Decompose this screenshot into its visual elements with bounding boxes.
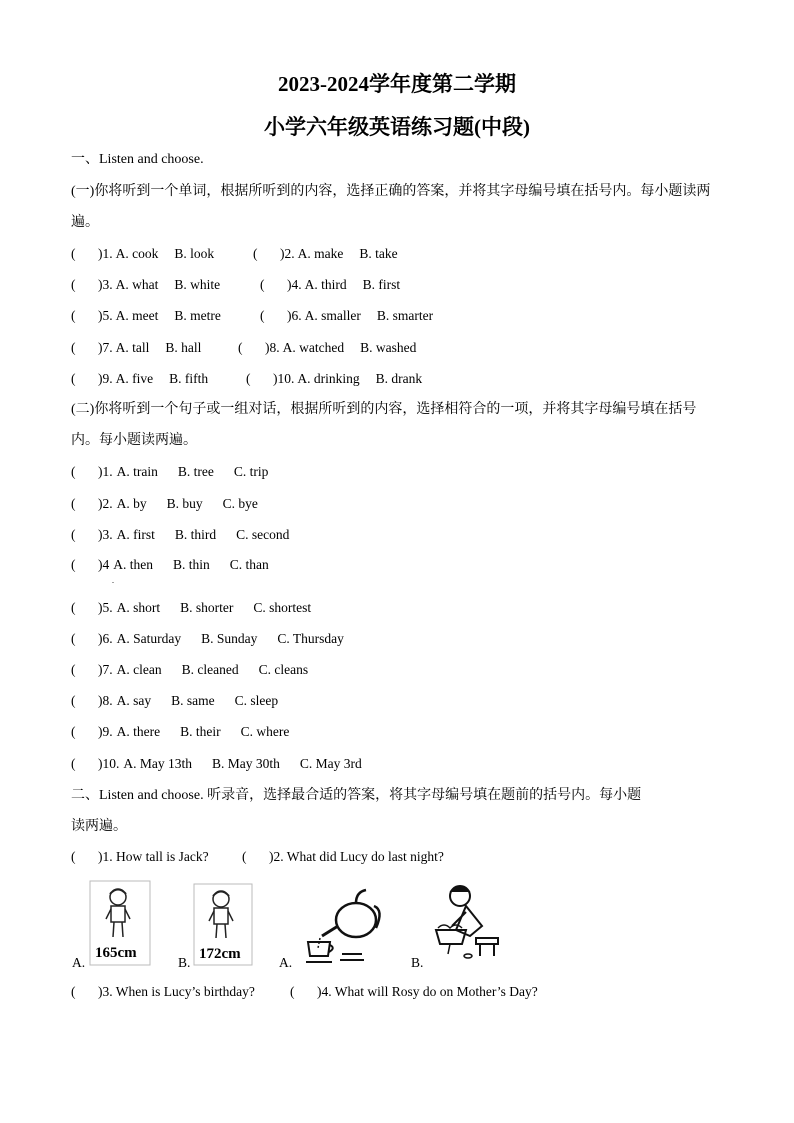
answer-option: B. their xyxy=(180,724,221,739)
answer-option: B. buy xyxy=(166,496,203,511)
answer-blank[interactable]: ( xyxy=(71,277,76,292)
stray-mark: . xyxy=(112,576,114,585)
answer-option: C. than xyxy=(229,557,269,572)
answer-blank[interactable]: ( xyxy=(71,631,76,646)
teapot-illustration xyxy=(300,884,385,966)
answer-option: C. shortest xyxy=(253,600,312,615)
sub2-question xyxy=(71,463,268,481)
answer-option: A. tall xyxy=(115,340,150,355)
question-number: )1. xyxy=(98,246,113,261)
answer-blank[interactable]: ( xyxy=(260,308,265,323)
sub2-question xyxy=(71,723,289,741)
question-number: )10. xyxy=(273,371,295,386)
question-number: )8. xyxy=(98,693,113,708)
answer-option: A. May 13th xyxy=(123,756,192,771)
sub1-question xyxy=(71,370,208,388)
answer-option: A. watched xyxy=(282,340,345,355)
answer-option: B. washed xyxy=(360,340,417,355)
answer-blank[interactable]: ( xyxy=(242,849,247,864)
answer-option: A. say xyxy=(116,693,152,708)
answer-option: C. cleans xyxy=(258,662,309,677)
question-number: )6. xyxy=(287,308,302,323)
answer-blank[interactable]: ( xyxy=(71,600,76,615)
sub1-question xyxy=(238,339,416,357)
option-label: B. xyxy=(411,955,424,970)
answer-option: A. by xyxy=(116,496,147,511)
part1-sub1-instruction-cont: 遍。 xyxy=(71,215,99,230)
question-number: )1. xyxy=(98,464,113,479)
question-number: )3. xyxy=(98,527,113,542)
answer-blank[interactable]: ( xyxy=(71,849,76,864)
sub2-question xyxy=(71,755,362,773)
question-number: )5. xyxy=(98,600,113,615)
answer-blank[interactable]: ( xyxy=(253,246,258,261)
answer-blank[interactable]: ( xyxy=(71,724,76,739)
answer-option: C. sleep xyxy=(234,693,279,708)
part2-question-1 xyxy=(71,848,209,866)
answer-option: B. take xyxy=(359,246,398,261)
sub2-question xyxy=(71,556,269,574)
question-number: )9. xyxy=(98,724,113,739)
question-text: )2. What did Lucy do last night? xyxy=(269,849,444,864)
part1-sub2-instruction-cont: 内。每小题读两遍。 xyxy=(71,433,197,448)
answer-option: A. five xyxy=(115,371,154,386)
sub2-question xyxy=(71,599,311,617)
part1-heading: 一、Listen and choose. xyxy=(71,152,204,167)
answer-option: A. then xyxy=(113,557,153,572)
part2-question-2 xyxy=(242,848,444,866)
answer-blank[interactable]: ( xyxy=(71,557,76,572)
answer-option: A. short xyxy=(116,600,161,615)
sub1-question xyxy=(246,370,422,388)
question-number: )7. xyxy=(98,340,113,355)
sub2-question xyxy=(71,495,258,513)
sub2-question xyxy=(71,526,289,544)
question-number: )7. xyxy=(98,662,113,677)
height-caption: 165cm xyxy=(95,945,137,961)
girl-washing-illustration xyxy=(430,880,505,962)
answer-blank[interactable]: ( xyxy=(260,277,265,292)
answer-blank[interactable]: ( xyxy=(290,984,295,999)
question-number: )5. xyxy=(98,308,113,323)
answer-option: B. first xyxy=(362,277,401,292)
sub1-question xyxy=(260,276,400,294)
answer-option: B. third xyxy=(174,527,217,542)
answer-option: B. drank xyxy=(375,371,423,386)
question-number: )10. xyxy=(98,756,120,771)
answer-blank[interactable]: ( xyxy=(71,984,76,999)
answer-option: C. May 3rd xyxy=(299,756,362,771)
option-label: A. xyxy=(72,955,86,970)
boy-172cm-illustration xyxy=(192,882,254,967)
answer-blank[interactable]: ( xyxy=(71,308,76,323)
answer-option: A. drinking xyxy=(297,371,360,386)
answer-blank[interactable]: ( xyxy=(71,496,76,511)
page-title: 2023-2024学年度第二学期 xyxy=(278,72,516,96)
question-number: )4 xyxy=(98,557,110,572)
part2-question-3 xyxy=(71,983,255,1001)
answer-option: A. cook xyxy=(115,246,159,261)
part1-sub1-instruction: (一)你将听到一个单词，根据所听到的内容，选择正确的答案，并将其字母编号填在括号内。每小题读两 xyxy=(71,184,711,199)
height-caption: 172cm xyxy=(199,946,241,962)
answer-option: B. fifth xyxy=(169,371,209,386)
answer-option: A. third xyxy=(304,277,347,292)
answer-blank[interactable]: ( xyxy=(71,371,76,386)
answer-option: B. tree xyxy=(177,464,214,479)
answer-option: A. make xyxy=(297,246,344,261)
answer-blank[interactable]: ( xyxy=(71,527,76,542)
sub2-question xyxy=(71,692,278,710)
answer-blank[interactable]: ( xyxy=(71,662,76,677)
answer-option: A. what xyxy=(115,277,159,292)
answer-option: B. cleaned xyxy=(181,662,239,677)
question-number: )6. xyxy=(98,631,113,646)
answer-blank[interactable]: ( xyxy=(71,340,76,355)
page-subtitle: 小学六年级英语练习题(中段) xyxy=(264,115,530,139)
answer-option: B. May 30th xyxy=(212,756,280,771)
answer-option: B. shorter xyxy=(180,600,234,615)
answer-option: B. thin xyxy=(173,557,210,572)
answer-option: A. meet xyxy=(115,308,159,323)
answer-option: A. first xyxy=(116,527,155,542)
boy-165cm-illustration xyxy=(88,879,153,967)
answer-option: B. Sunday xyxy=(201,631,258,646)
question-number: )8. xyxy=(265,340,280,355)
answer-option: C. where xyxy=(240,724,290,739)
sub2-question xyxy=(71,661,308,679)
option-label: B. xyxy=(178,955,191,970)
question-text: )1. How tall is Jack? xyxy=(98,849,209,864)
answer-blank[interactable]: ( xyxy=(71,464,76,479)
answer-option: C. trip xyxy=(233,464,269,479)
sub1-question xyxy=(71,339,201,357)
question-number: )2. xyxy=(280,246,295,261)
answer-option: C. bye xyxy=(222,496,258,511)
answer-option: A. clean xyxy=(116,662,162,677)
sub1-question xyxy=(253,245,398,263)
answer-option: B. look xyxy=(174,246,215,261)
answer-option: B. hall xyxy=(165,340,202,355)
question-text: )3. When is Lucy’s birthday? xyxy=(98,984,255,999)
sub1-question xyxy=(71,307,221,325)
sub1-question xyxy=(71,245,214,263)
question-number: )2. xyxy=(98,496,113,511)
answer-option: B. white xyxy=(174,277,221,292)
part2-heading-cont: 读两遍。 xyxy=(71,819,127,834)
answer-option: B. smarter xyxy=(376,308,434,323)
answer-blank[interactable]: ( xyxy=(246,371,251,386)
answer-blank[interactable]: ( xyxy=(238,340,243,355)
part1-sub2-instruction: (二)你将听到一个句子或一组对话，根据所听到的内容，选择相符合的一项，并将其字母编号填在括号 xyxy=(71,402,697,417)
sub1-question xyxy=(71,276,220,294)
answer-option: C. second xyxy=(236,527,290,542)
answer-option: B. same xyxy=(171,693,215,708)
option-label: A. xyxy=(279,955,293,970)
answer-blank[interactable]: ( xyxy=(71,693,76,708)
sub2-question xyxy=(71,630,344,648)
part2-question-4 xyxy=(290,983,538,1001)
question-text: )4. What will Rosy do on Mother’s Day? xyxy=(317,984,538,999)
question-number: )9. xyxy=(98,371,113,386)
answer-blank[interactable]: ( xyxy=(71,246,76,261)
question-number: )3. xyxy=(98,277,113,292)
answer-option: C. Thursday xyxy=(277,631,344,646)
sub1-question xyxy=(260,307,433,325)
answer-option: B. metre xyxy=(174,308,221,323)
answer-option: A. train xyxy=(116,464,158,479)
answer-option: A. smaller xyxy=(304,308,361,323)
answer-blank[interactable]: ( xyxy=(71,756,76,771)
question-number: )4. xyxy=(287,277,302,292)
answer-option: A. there xyxy=(116,724,161,739)
answer-option: A. Saturday xyxy=(116,631,182,646)
part2-heading: 二、Listen and choose. 听录音，选择最合适的答案，将其字母编号填在题前的括号内。每小题 xyxy=(71,788,642,803)
